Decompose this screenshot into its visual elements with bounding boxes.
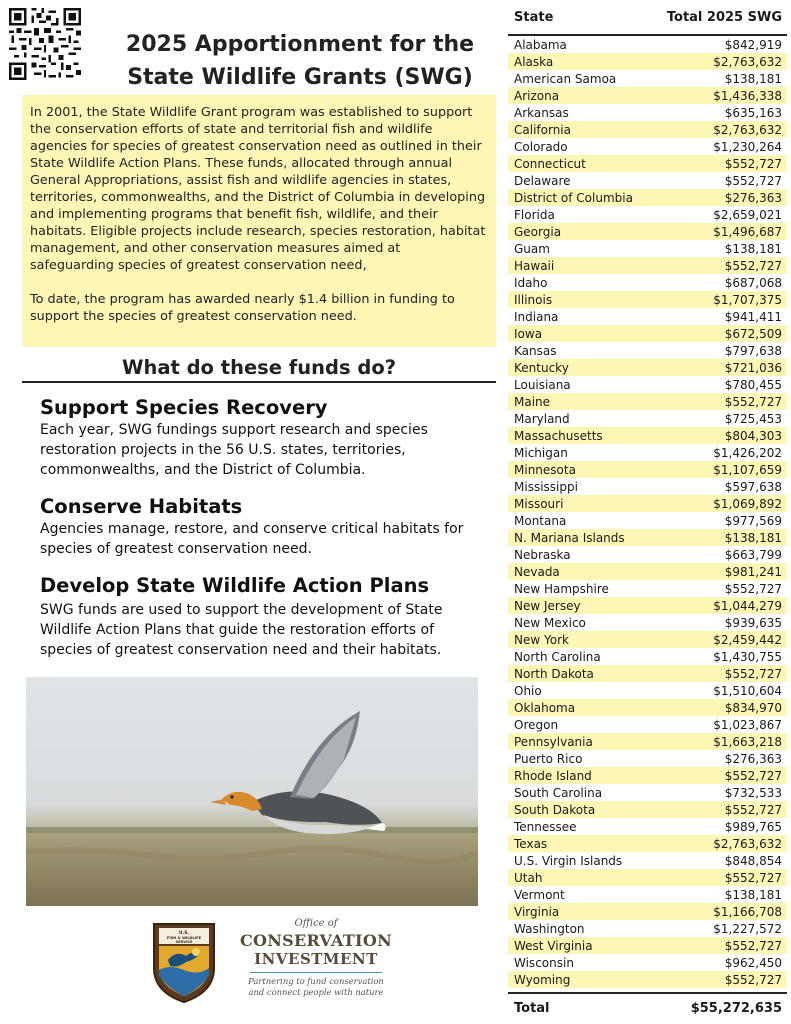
state-name: Nebraska xyxy=(514,547,571,562)
state-name: Montana xyxy=(514,513,567,528)
state-name: Virginia xyxy=(514,904,560,919)
state-name: Nevada xyxy=(514,564,560,579)
state-name: California xyxy=(514,122,571,137)
state-amount: $138,181 xyxy=(724,887,782,902)
state-amount: $1,496,687 xyxy=(713,224,782,239)
state-amount: $725,453 xyxy=(724,411,782,426)
state-name: Arizona xyxy=(514,88,560,103)
table-row xyxy=(508,172,787,189)
table-row xyxy=(508,937,787,954)
state-name: North Dakota xyxy=(514,666,594,681)
table-row xyxy=(508,138,787,155)
state-amount: $552,727 xyxy=(724,173,782,188)
intro-paragraph-1: In 2001, the State Wildlife Grant program was established to support the conservation efforts of state and territorial fish and wildlife agencies for species of greatest conservation need as outlined in their State Wildlife Action Plans. These funds, allocated through annual General Appropriations, assist fish and wildlife agencies in states, territories, commonwealths, and the District of Columbia in developing and implementing programs that benefit fish, wildlife, and their habitats. Eligible projects include research, species restoration, habitat management, and other conservation measures aimed at safeguarding species of greatest conservation need, xyxy=(30,105,486,273)
table-row xyxy=(508,631,787,648)
table-row xyxy=(508,274,787,291)
table-header xyxy=(508,0,787,34)
total-value: $55,272,635 xyxy=(690,1000,782,1016)
state-name: Wyoming xyxy=(514,972,571,987)
state-name: Oregon xyxy=(514,717,559,732)
table-row xyxy=(508,155,787,172)
table-row xyxy=(508,53,787,70)
state-amount: $2,459,442 xyxy=(713,632,782,647)
table-row xyxy=(508,342,787,359)
state-amount: $939,635 xyxy=(724,615,782,630)
state-name: Michigan xyxy=(514,445,568,460)
table-row xyxy=(508,580,787,597)
column-header-total: Total 2025 SWG xyxy=(666,9,782,25)
svg-text:FISH & WILDLIFE: FISH & WILDLIFE xyxy=(166,936,202,940)
state-name: Idaho xyxy=(514,275,548,290)
table-row xyxy=(508,359,787,376)
state-amount: $552,727 xyxy=(724,666,782,681)
section-body-species-recovery: Each year, SWG fundings support research and species restoration projects in the 56 U.S. states, territories, commonwealths, and the District of Columbia. xyxy=(40,422,428,478)
oci-logo xyxy=(236,918,396,997)
table-row xyxy=(508,257,787,274)
state-name: Kentucky xyxy=(514,360,569,375)
state-name: U.S. Virgin Islands xyxy=(514,853,623,868)
state-name: West Virginia xyxy=(514,938,593,953)
state-amount: $1,426,202 xyxy=(713,445,782,460)
state-amount: $635,163 xyxy=(724,105,782,120)
state-name: Rhode Island xyxy=(514,768,592,783)
oci-conservation-text: CONSERVATION xyxy=(239,931,393,950)
state-name: Tennessee xyxy=(514,819,577,834)
state-name: Maryland xyxy=(514,411,570,426)
table-row xyxy=(508,784,787,801)
state-amount: $1,436,338 xyxy=(713,88,782,103)
table-row xyxy=(508,767,787,784)
state-amount: $276,363 xyxy=(724,751,782,766)
section-heading-action-plans: Develop State Wildlife Action Plans xyxy=(40,574,430,597)
table-row xyxy=(508,733,787,750)
table-body xyxy=(508,36,787,988)
table-row xyxy=(508,920,787,937)
intro-box xyxy=(22,95,496,347)
state-amount: $804,303 xyxy=(724,428,782,443)
state-name: Delaware xyxy=(514,173,571,188)
table-row xyxy=(508,206,787,223)
state-name: Vermont xyxy=(514,887,565,902)
oci-divider xyxy=(250,972,382,973)
state-name: New Jersey xyxy=(514,598,581,613)
state-name: Guam xyxy=(514,241,550,256)
state-name: Alaska xyxy=(514,54,554,69)
table-row xyxy=(508,801,787,818)
table-row xyxy=(508,529,787,546)
table-row xyxy=(508,461,787,478)
state-name: New Hampshire xyxy=(514,581,609,596)
state-amount: $848,854 xyxy=(724,853,782,868)
svg-text:U.S.: U.S. xyxy=(178,931,190,936)
state-name: Colorado xyxy=(514,139,568,154)
state-amount: $1,044,279 xyxy=(713,598,782,613)
state-amount: $962,450 xyxy=(724,955,782,970)
state-name: Washington xyxy=(514,921,585,936)
section-heading-habitats: Conserve Habitats xyxy=(40,495,243,518)
table-row xyxy=(508,886,787,903)
table-row xyxy=(508,70,787,87)
table-row xyxy=(508,750,787,767)
state-amount: $1,707,375 xyxy=(713,292,782,307)
apportionment-table xyxy=(508,0,787,1022)
table-row xyxy=(508,189,787,206)
state-amount: $732,533 xyxy=(724,785,782,800)
svg-text:SERVICE: SERVICE xyxy=(175,940,193,944)
section-body-action-plans: SWG funds are used to support the development of State Wildlife Action Plans that guide the restoration efforts of species of greatest conservation need and their habitats. xyxy=(40,602,443,658)
state-amount: $1,227,572 xyxy=(713,921,782,936)
state-name: Alabama xyxy=(514,37,567,52)
state-name: Iowa xyxy=(514,326,543,341)
state-amount: $1,663,218 xyxy=(713,734,782,749)
section-divider xyxy=(22,381,496,383)
state-name: Hawaii xyxy=(514,258,555,273)
table-row xyxy=(508,716,787,733)
page-title xyxy=(110,28,490,94)
oci-tagline-2: and connect people with nature xyxy=(248,986,384,997)
state-amount: $138,181 xyxy=(724,530,782,545)
state-name: Oklahoma xyxy=(514,700,576,715)
state-amount: $552,727 xyxy=(724,258,782,273)
table-row xyxy=(508,665,787,682)
state-amount: $672,509 xyxy=(724,326,782,341)
state-amount: $552,727 xyxy=(724,768,782,783)
state-name: Florida xyxy=(514,207,555,222)
state-amount: $552,727 xyxy=(724,938,782,953)
table-row xyxy=(508,393,787,410)
state-amount: $663,799 xyxy=(724,547,782,562)
state-amount: $276,363 xyxy=(724,190,782,205)
table-row xyxy=(508,971,787,988)
table-row xyxy=(508,614,787,631)
state-amount: $552,727 xyxy=(724,802,782,817)
table-row xyxy=(508,597,787,614)
state-amount: $941,411 xyxy=(724,309,782,324)
table-row xyxy=(508,36,787,53)
state-amount: $552,727 xyxy=(724,581,782,596)
state-name: Arkansas xyxy=(514,105,569,120)
table-row xyxy=(508,308,787,325)
state-amount: $1,430,755 xyxy=(713,649,782,664)
state-name: Louisiana xyxy=(514,377,571,392)
table-row xyxy=(508,954,787,971)
state-name: Texas xyxy=(514,836,548,851)
state-amount: $2,659,021 xyxy=(713,207,782,222)
state-amount: $842,919 xyxy=(724,37,782,52)
table-row xyxy=(508,546,787,563)
state-name: New Mexico xyxy=(514,615,586,630)
state-name: Connecticut xyxy=(514,156,586,171)
state-amount: $981,241 xyxy=(724,564,782,579)
table-row xyxy=(508,223,787,240)
state-amount: $1,166,708 xyxy=(713,904,782,919)
oci-tagline-1: Partnering to fund conservation xyxy=(248,976,384,986)
table-row xyxy=(508,104,787,121)
state-name: North Carolina xyxy=(514,649,601,664)
state-amount: $1,069,892 xyxy=(713,496,782,511)
state-name: Maine xyxy=(514,394,551,409)
table-row xyxy=(508,563,787,580)
state-name: Ohio xyxy=(514,683,542,698)
state-amount: $977,569 xyxy=(724,513,782,528)
table-row xyxy=(508,325,787,342)
column-header-state: State xyxy=(514,9,554,25)
usfws-shield-logo xyxy=(150,920,218,1004)
state-name: New York xyxy=(514,632,569,647)
state-amount: $687,068 xyxy=(724,275,782,290)
state-name: American Samoa xyxy=(514,71,617,86)
state-amount: $834,970 xyxy=(724,700,782,715)
state-amount: $1,023,867 xyxy=(713,717,782,732)
table-row xyxy=(508,478,787,495)
state-name: Puerto Rico xyxy=(514,751,583,766)
state-name: Minnesota xyxy=(514,462,576,477)
table-row xyxy=(508,699,787,716)
state-amount: $552,727 xyxy=(724,870,782,885)
table-row xyxy=(508,121,787,138)
state-amount: $597,638 xyxy=(724,479,782,494)
section-body-habitats: Agencies manage, restore, and conserve critical habitats for species of greatest conservation need. xyxy=(40,521,464,557)
state-name: Mississippi xyxy=(514,479,578,494)
state-amount: $1,107,659 xyxy=(713,462,782,477)
table-row xyxy=(508,852,787,869)
oci-office-text: Office of xyxy=(294,918,338,929)
funds-section-title: What do these funds do? xyxy=(121,356,397,379)
state-name: N. Mariana Islands xyxy=(514,530,625,545)
state-name: Pennsylvania xyxy=(514,734,593,749)
oci-investment-text: INVESTMENT xyxy=(254,950,378,968)
title-line-1: 2025 Apportionment for the xyxy=(125,32,475,57)
table-row xyxy=(508,427,787,444)
state-amount: $797,638 xyxy=(724,343,782,358)
state-name: Kansas xyxy=(514,343,557,358)
state-amount: $1,230,264 xyxy=(713,139,782,154)
state-amount: $2,763,632 xyxy=(713,836,782,851)
table-row xyxy=(508,444,787,461)
table-total-row xyxy=(508,994,787,1022)
state-name: Indiana xyxy=(514,309,559,324)
state-name: District of Columbia xyxy=(514,190,633,205)
intro-paragraph-2: To date, the program has awarded nearly $1.4 billion in funding to support the species of greatest conservation need. xyxy=(30,292,455,324)
table-row xyxy=(508,495,787,512)
goose-photo xyxy=(26,677,478,906)
table-row xyxy=(508,410,787,427)
state-amount: $721,036 xyxy=(724,360,782,375)
table-row xyxy=(508,682,787,699)
state-amount: $138,181 xyxy=(724,241,782,256)
state-amount: $138,181 xyxy=(724,71,782,86)
table-row xyxy=(508,376,787,393)
table-row xyxy=(508,512,787,529)
state-amount: $1,510,604 xyxy=(713,683,782,698)
state-name: Utah xyxy=(514,870,543,885)
table-row xyxy=(508,87,787,104)
state-amount: $552,727 xyxy=(724,972,782,987)
table-row xyxy=(508,240,787,257)
state-name: Massachusetts xyxy=(514,428,603,443)
state-name: Illinois xyxy=(514,292,553,307)
state-amount: $989,765 xyxy=(724,819,782,834)
state-name: Georgia xyxy=(514,224,562,239)
state-amount: $2,763,632 xyxy=(713,54,782,69)
state-amount: $2,763,632 xyxy=(713,122,782,137)
state-name: South Carolina xyxy=(514,785,603,800)
state-amount: $780,455 xyxy=(724,377,782,392)
qr-code[interactable] xyxy=(9,8,81,80)
state-amount: $552,727 xyxy=(724,394,782,409)
table-row xyxy=(508,835,787,852)
state-name: South Dakota xyxy=(514,802,596,817)
table-row xyxy=(508,903,787,920)
table-row xyxy=(508,869,787,886)
table-row xyxy=(508,648,787,665)
table-row xyxy=(508,818,787,835)
table-row xyxy=(508,291,787,308)
state-name: Wisconsin xyxy=(514,955,574,970)
state-name: Missouri xyxy=(514,496,564,511)
section-heading-species-recovery: Support Species Recovery xyxy=(40,396,328,419)
state-amount: $552,727 xyxy=(724,156,782,171)
total-label: Total xyxy=(514,1000,550,1016)
title-line-2: State Wildlife Grants (SWG) xyxy=(127,65,473,90)
